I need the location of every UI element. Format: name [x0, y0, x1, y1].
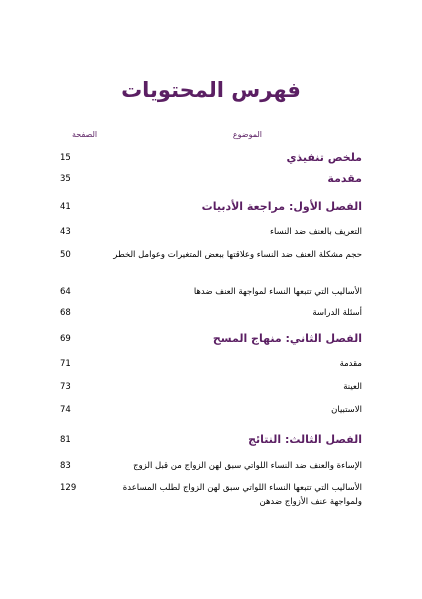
toc-entry-text: الإساءة والعنف ضد النساء اللواتي سبق لهن الزواج من قبل الزوج [133, 461, 362, 471]
toc-entry-page: 35 [60, 174, 71, 184]
toc-entry[interactable] [60, 481, 362, 509]
column-header-page: الصفحة [72, 130, 98, 139]
toc-entry-page: 73 [60, 382, 71, 392]
toc-entry-text: حجم مشكلة العنف ضد النساء وعلاقتها ببعض المتغيرات وعوامل الخطر [113, 250, 362, 260]
toc-entry-page: 43 [60, 227, 71, 237]
toc-entry-page: 50 [60, 250, 71, 260]
toc-entry-page: 68 [60, 308, 71, 318]
toc-entry-text: الفصل الثالث: النتائج [248, 433, 362, 446]
toc-entry-text: الفصل الأول: مراجعة الأدبيات [201, 200, 362, 213]
toc-entry-page: 41 [60, 202, 71, 212]
toc-entry-text: الاستبيان [331, 405, 362, 415]
toc-entry[interactable] [60, 403, 362, 417]
toc-entry[interactable] [60, 248, 362, 262]
page-title: فهرس المحتويات [121, 78, 301, 102]
toc-entry-text: مقدمة [339, 359, 362, 369]
toc-entry[interactable] [60, 151, 362, 165]
toc-entry-text: الفصل الثاني: منهاج المسح [212, 332, 362, 345]
toc-entry-page: 74 [60, 405, 71, 415]
toc-entry-text: مقدمة [327, 172, 362, 185]
toc-entry[interactable] [60, 306, 362, 320]
toc-entry[interactable] [60, 459, 362, 473]
toc-entry-page: 81 [60, 435, 71, 445]
toc-entry-text: أسئلة الدراسة [312, 308, 362, 318]
toc-entry-page: 129 [60, 483, 77, 493]
column-header-topic: الموضوع [232, 130, 262, 139]
toc-entry[interactable] [60, 172, 362, 186]
toc-entry[interactable] [60, 285, 362, 299]
toc-entry-page: 15 [60, 153, 71, 163]
toc-entry[interactable] [60, 357, 362, 371]
toc-entry[interactable] [60, 200, 362, 214]
toc-entry[interactable] [60, 433, 362, 447]
toc-entry[interactable] [60, 225, 362, 239]
toc-entry-text: العينة [343, 382, 362, 392]
toc-entry[interactable] [60, 332, 362, 346]
toc-entry-page: 71 [60, 359, 71, 369]
toc-entry-text: الأساليب التي تتبعها النساء اللواتي سبق لهن الزواج لطلب المساعدة ولمواجهة عنف الأزواج ضدهن [122, 483, 362, 507]
toc-entry-page: 83 [60, 461, 71, 471]
toc-entry-text: ملخص تنفيذي [286, 151, 362, 164]
toc-entry-text: الأساليب التي تتبعها النساء لمواجهة العنف ضدها [193, 287, 362, 297]
toc-entry[interactable] [60, 380, 362, 394]
toc-entry-text: التعريف بالعنف ضد النساء [270, 227, 362, 237]
toc-entry-page: 64 [60, 287, 71, 297]
toc-entry-page: 69 [60, 334, 71, 344]
